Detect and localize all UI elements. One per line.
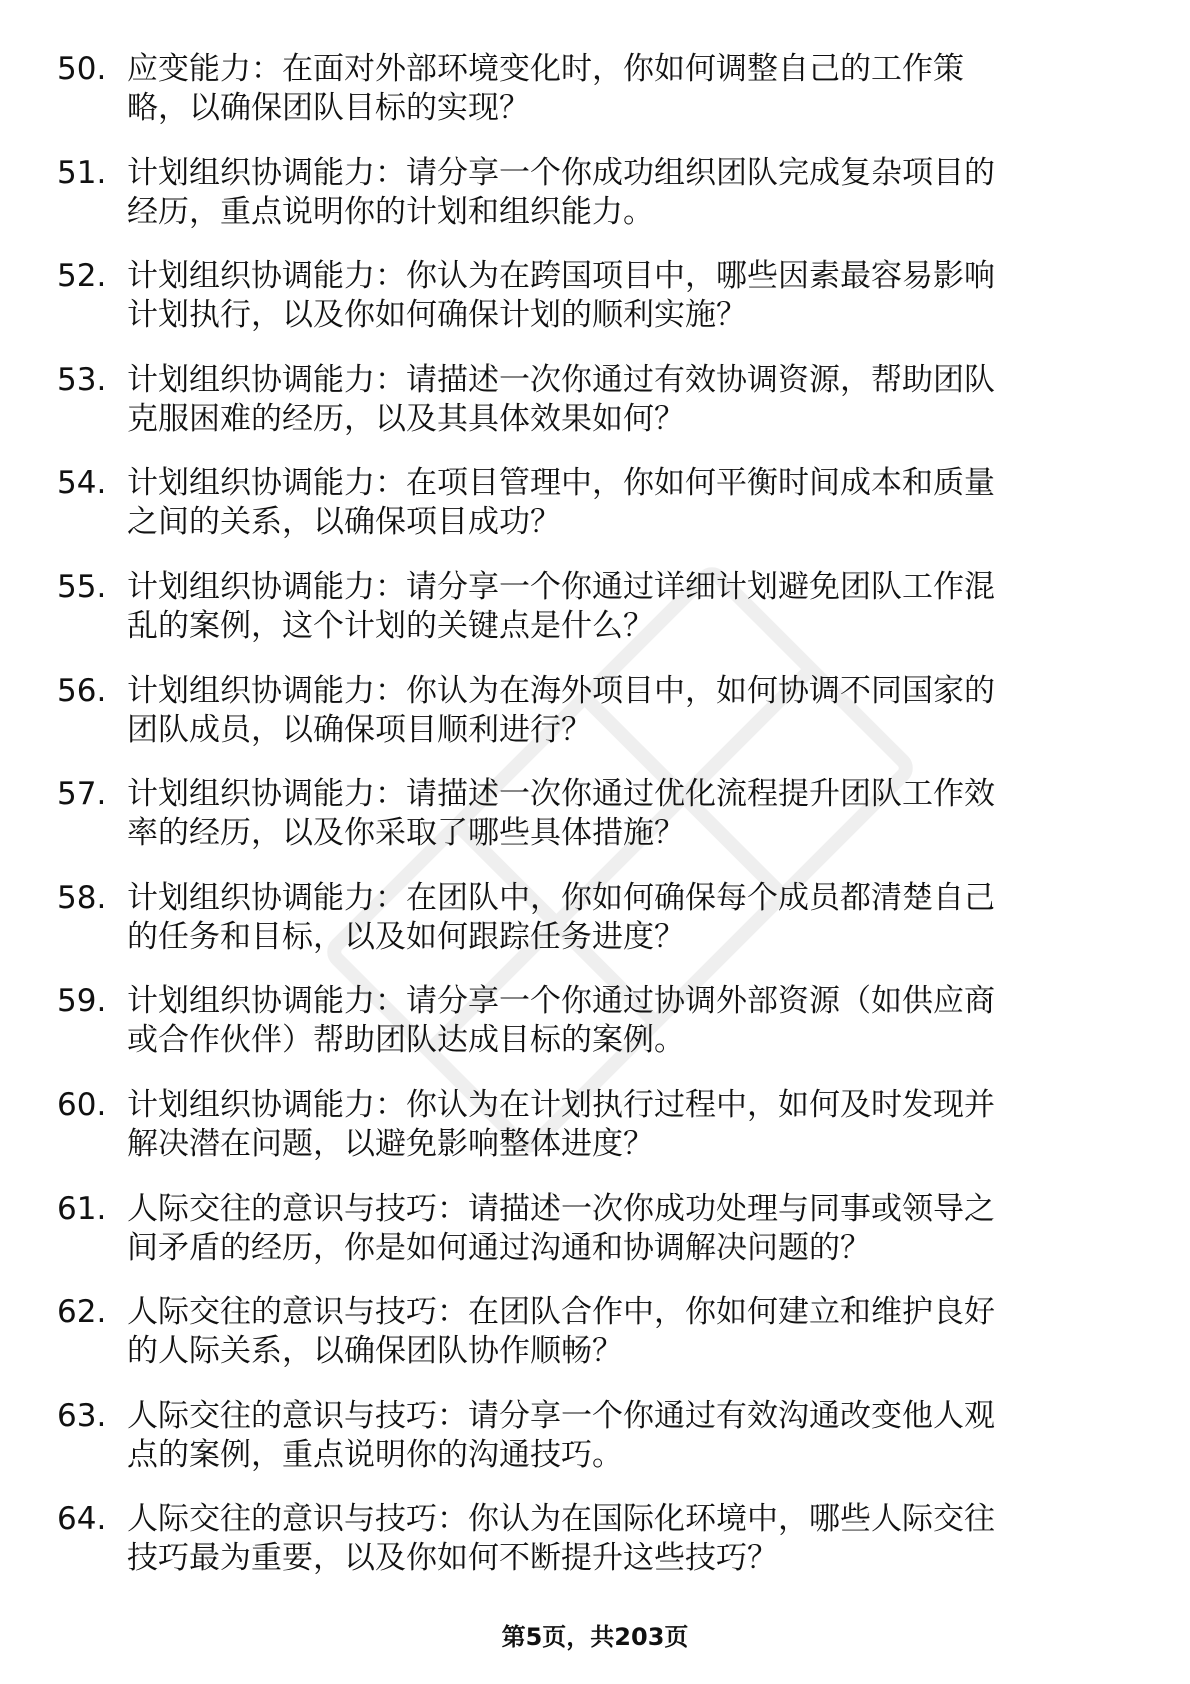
question-number: 54.: [57, 465, 107, 502]
question-line: 技巧最为重要，以及你如何不断提升这些技巧？: [127, 1540, 778, 1577]
page-indicator: 第5页，共203页: [501, 1623, 689, 1651]
question-line: 计划执行，以及你如何确保计划的顺利实施？: [127, 297, 747, 334]
question-line: 计划组织协调能力：在团队中，你如何确保每个成员都清楚自己: [127, 879, 995, 916]
page-footer: [0, 1622, 1190, 1652]
question-number: 58.: [57, 879, 107, 916]
question-item: [57, 154, 1117, 258]
question-number: 50.: [57, 51, 107, 87]
question-number: 61.: [57, 1190, 107, 1227]
question-line: 计划组织协调能力：请分享一个你成功组织团队完成复杂项目的: [127, 154, 995, 191]
question-line: 计划组织协调能力：你认为在跨国项目中，哪些因素最容易影响: [127, 258, 995, 295]
question-line: 之间的关系，以确保项目成功？: [127, 504, 561, 541]
question-number: 55.: [57, 568, 107, 605]
question-text: [127, 257, 1117, 335]
question-line: 应变能力：在面对外部环境变化时，你如何调整自己的工作策: [127, 51, 964, 87]
question-item: [57, 361, 1117, 465]
question-text: [127, 50, 1117, 128]
question-number: 53.: [57, 361, 107, 398]
question-item: [57, 568, 1117, 672]
question-line: 率的经历，以及你采取了哪些具体措施？: [127, 815, 685, 852]
question-text: [127, 154, 1117, 232]
question-line: 略，以确保团队目标的实现？: [127, 90, 530, 126]
question-line: 人际交往的意识与技巧：你认为在国际化环境中，哪些人际交往: [127, 1501, 995, 1538]
question-item: [57, 1397, 1117, 1501]
question-text: [127, 982, 1117, 1060]
question-item: [57, 1190, 1117, 1294]
question-text: [127, 568, 1117, 646]
question-line: 的人际关系，以确保团队协作顺畅？: [127, 1333, 623, 1370]
question-number: 52.: [57, 258, 107, 295]
question-item: [57, 257, 1117, 361]
question-line: 或合作伙伴）帮助团队达成目标的案例。: [127, 1022, 685, 1059]
question-text: [127, 1397, 1117, 1475]
question-number: 63.: [57, 1397, 107, 1434]
question-line: 计划组织协调能力：你认为在海外项目中，如何协调不同国家的: [127, 672, 995, 709]
question-number: 62.: [57, 1294, 107, 1331]
question-text: [127, 672, 1117, 750]
question-item: [57, 464, 1117, 568]
question-item: [57, 1293, 1117, 1397]
question-line: 团队成员，以确保项目顺利进行？: [127, 711, 592, 748]
question-line: 人际交往的意识与技巧：在团队合作中，你如何建立和维护良好: [127, 1294, 995, 1331]
question-item: [57, 672, 1117, 776]
question-line: 人际交往的意识与技巧：请分享一个你通过有效沟通改变他人观: [127, 1397, 995, 1434]
question-number: 64.: [57, 1501, 107, 1538]
question-text: [127, 1500, 1117, 1578]
question-line: 克服困难的经历，以及其具体效果如何？: [127, 400, 685, 437]
question-item: [57, 1086, 1117, 1190]
question-line: 人际交往的意识与技巧：请描述一次你成功处理与同事或领导之: [127, 1190, 995, 1227]
question-line: 计划组织协调能力：请描述一次你通过有效协调资源，帮助团队: [127, 361, 995, 398]
question-line: 计划组织协调能力：你认为在计划执行过程中，如何及时发现并: [127, 1086, 995, 1123]
question-line: 点的案例，重点说明你的沟通技巧。: [127, 1436, 623, 1473]
question-line: 计划组织协调能力：请描述一次你通过优化流程提升团队工作效: [127, 776, 995, 813]
question-text: [127, 464, 1117, 542]
question-line: 乱的案例，这个计划的关键点是什么？: [127, 607, 654, 644]
question-text: [127, 1190, 1117, 1268]
question-line: 经历，重点说明你的计划和组织能力。: [127, 193, 654, 230]
question-number: 51.: [57, 154, 107, 191]
question-number: 60.: [57, 1086, 107, 1123]
question-text: [127, 361, 1117, 439]
question-item: [57, 50, 1117, 154]
question-line: 的任务和目标，以及如何跟踪任务进度？: [127, 918, 685, 955]
question-item: [57, 879, 1117, 983]
question-item: [57, 1500, 1117, 1604]
question-item: [57, 982, 1117, 1086]
question-number: 59.: [57, 983, 107, 1020]
question-line: 间矛盾的经历，你是如何通过沟通和协调解决问题的？: [127, 1229, 871, 1266]
question-number: 57.: [57, 776, 107, 813]
question-line: 计划组织协调能力：请分享一个你通过详细计划避免团队工作混: [127, 568, 995, 605]
question-number: 56.: [57, 672, 107, 709]
question-list: [57, 50, 1117, 1604]
question-text: [127, 775, 1117, 853]
question-line: 计划组织协调能力：在项目管理中，你如何平衡时间成本和质量: [127, 465, 995, 502]
question-text: [127, 1293, 1117, 1371]
question-text: [127, 879, 1117, 957]
question-line: 计划组织协调能力：请分享一个你通过协调外部资源（如供应商: [127, 983, 995, 1020]
question-line: 解决潜在问题，以避免影响整体进度？: [127, 1125, 654, 1162]
question-text: [127, 1086, 1117, 1164]
question-item: [57, 775, 1117, 879]
